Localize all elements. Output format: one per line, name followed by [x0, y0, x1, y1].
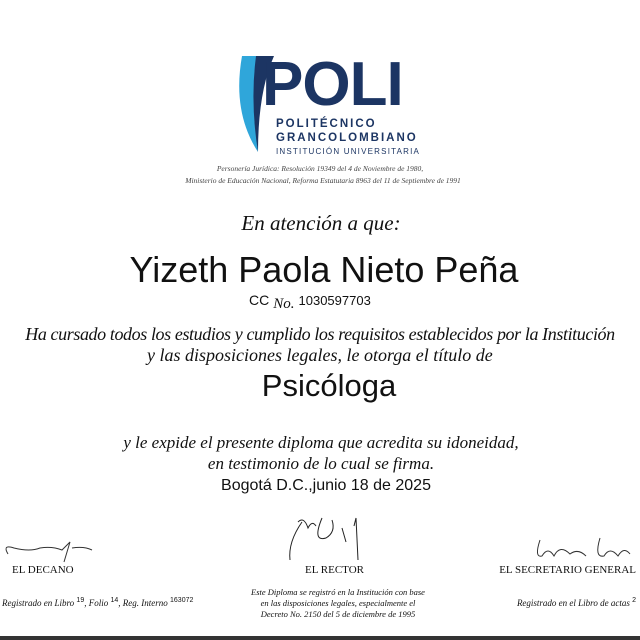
- footer-right-prefix: Registrado en el Libro de actas: [516, 598, 630, 608]
- footer-right-value: 2: [632, 597, 636, 604]
- footer-reg: 163072: [170, 597, 194, 604]
- logo-line1: POLITÉCNICO: [276, 118, 377, 130]
- dean-signature: [0, 532, 100, 564]
- footer-right: [517, 597, 636, 608]
- logo-line3: INSTITUCIÓN UNIVERSITARIA: [276, 147, 421, 156]
- footer-left: [2, 597, 193, 608]
- place-date: Bogotá D.C.,junio 18 de 2025: [221, 477, 431, 494]
- footer-folio: 14: [110, 597, 119, 604]
- footer-center-line3: Decreto No. 2150 del 5 de diciembre de 1995: [260, 609, 416, 619]
- body-line4: en testimonio de lo cual se firma.: [207, 454, 435, 473]
- secretary-label: EL SECRETARIO GENERAL: [499, 564, 636, 576]
- id-number: 1030597703: [298, 293, 371, 308]
- dean-label: EL DECANO: [12, 564, 74, 576]
- footer-folio-label: , Folio: [84, 598, 109, 608]
- legal-line1: Personería Jurídica: Resolución 19349 del 4 de Noviembre de 1980,: [216, 164, 424, 173]
- footer-left-prefix: Registrado en Libro: [2, 598, 75, 608]
- id-no-label: No.: [273, 296, 295, 312]
- degree-title: Psicóloga: [261, 368, 397, 403]
- footer-libro: 19: [76, 597, 85, 604]
- footer-reg-label: , Reg. Interno: [118, 598, 168, 608]
- logo-brand: POLI: [262, 50, 403, 119]
- logo-line2: GRANCOLOMBIANO: [276, 132, 418, 144]
- intro-text: En atención a que:: [241, 211, 401, 235]
- body-line1: Ha cursado todos los estudios y cumplido los requisitos establecidos por la Institución: [25, 324, 615, 344]
- graduate-name: Yizeth Paola Nieto Peña: [129, 249, 519, 290]
- id-type: CC: [249, 292, 270, 308]
- body-line3: y le expide el presente diploma que acredita su idoneidad,: [123, 433, 519, 452]
- body-line2: y las disposiciones legales, le otorga el título de: [147, 345, 493, 365]
- rector-signature: [282, 512, 372, 562]
- graduate-id: [249, 292, 371, 312]
- bottom-border: [0, 636, 640, 640]
- footer-center-line1: Este Diploma se registró en la Institución con base: [251, 587, 425, 597]
- footer-center-line2: en las disposiciones legales, especialmente el: [260, 598, 416, 608]
- secretary-signature: [530, 534, 638, 562]
- rector-label: EL RECTOR: [305, 564, 364, 576]
- legal-line2: Ministerio de Educación Nacional, Reforma Estatutaria 8963 del 11 de Septiembre de 1991: [185, 176, 461, 185]
